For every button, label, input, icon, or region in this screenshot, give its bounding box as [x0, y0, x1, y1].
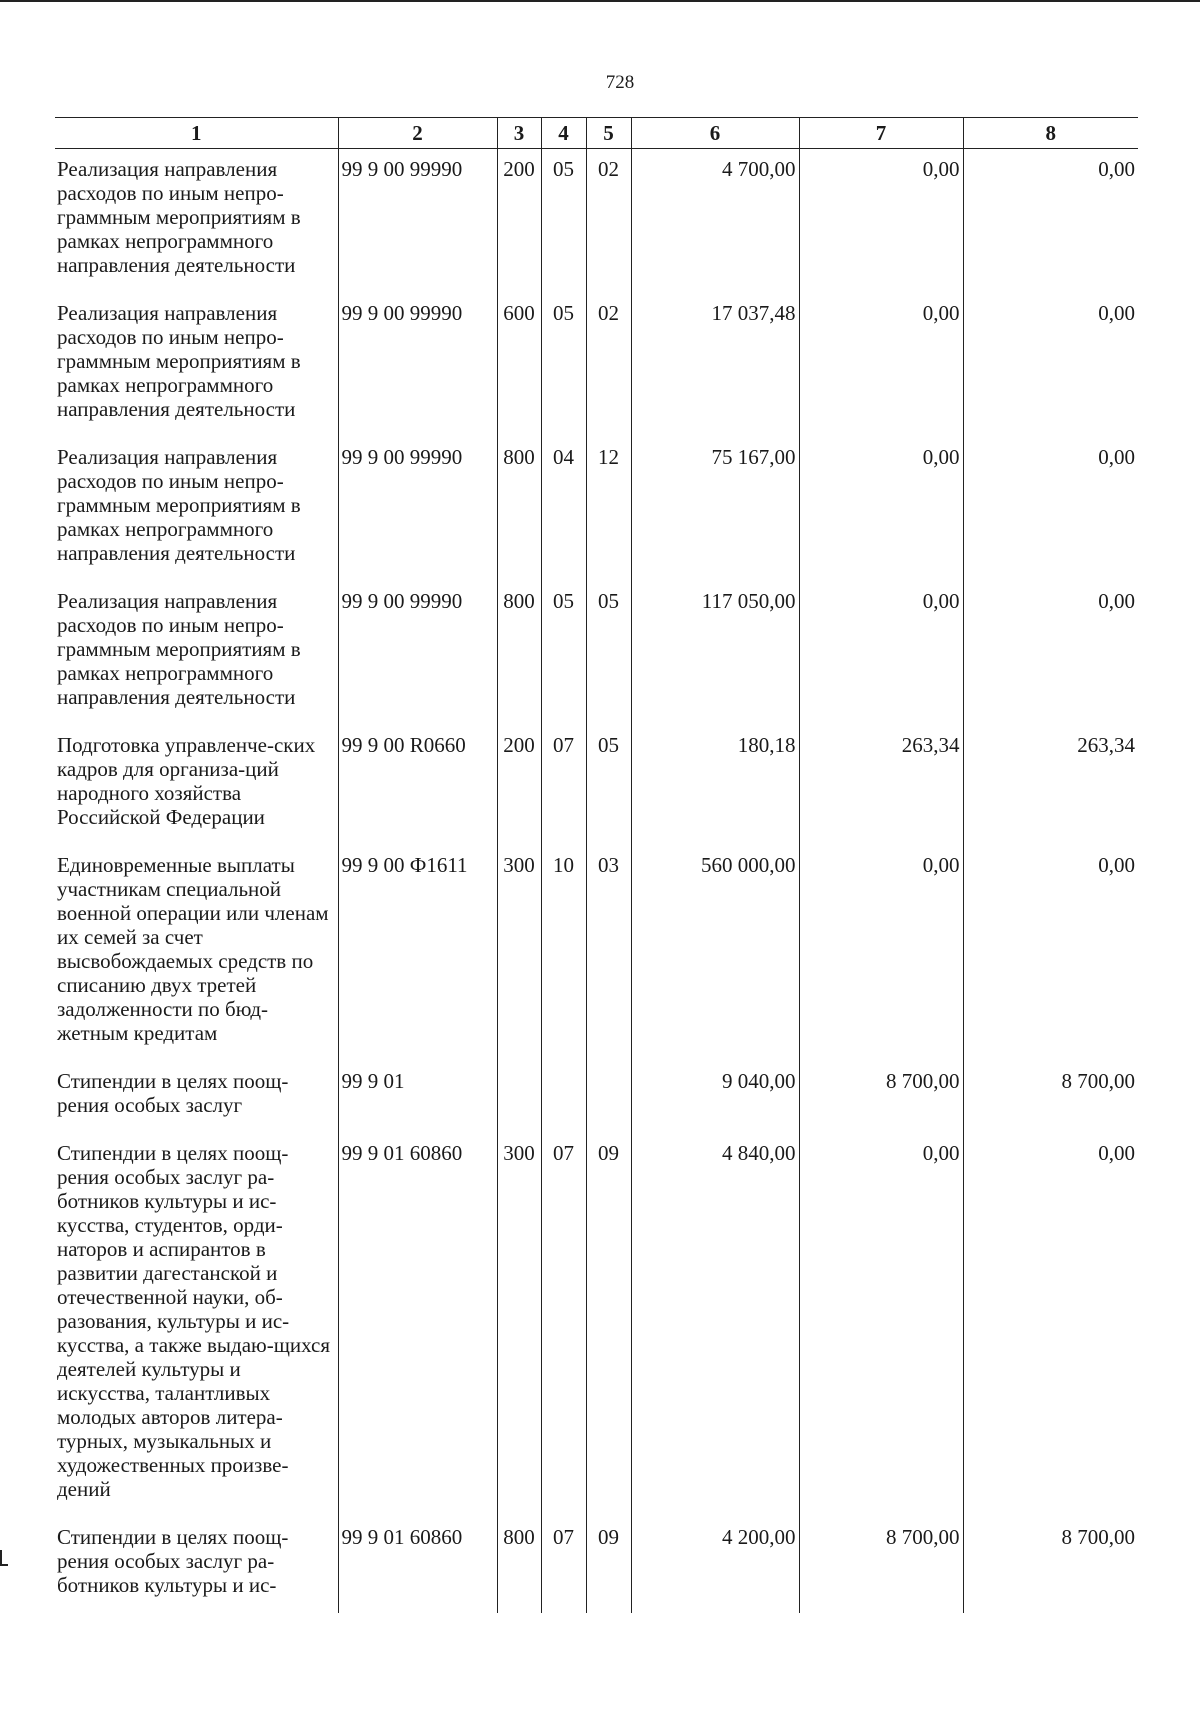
expense-type: [497, 1061, 541, 1133]
column-header: 4: [541, 118, 586, 149]
section: 10: [541, 845, 586, 1061]
section: 04: [541, 437, 586, 581]
expense-type: 800: [497, 437, 541, 581]
subsection: 05: [586, 581, 631, 725]
table-header-row: [55, 118, 1138, 149]
expense-name: Реализация направления расходов по иным непро-граммным мероприятиям в рамках непрограммного направления деятельности: [57, 589, 301, 709]
table-row: [55, 845, 1138, 1061]
column-header: 8: [963, 118, 1138, 149]
amount-col6: 560 000,00: [631, 845, 799, 1061]
amount-col8: 0,00: [963, 845, 1138, 1061]
column-header: 5: [586, 118, 631, 149]
amount-col8: 263,34: [963, 725, 1138, 845]
amount-col6: 4 840,00: [631, 1133, 799, 1517]
subsection: [586, 1061, 631, 1133]
amount-col6: 4 700,00: [631, 149, 799, 294]
subsection: 09: [586, 1517, 631, 1613]
section: [541, 1061, 586, 1133]
scan-corner-mark: [0, 1550, 8, 1566]
amount-col6: 4 200,00: [631, 1517, 799, 1613]
amount-col6: 9 040,00: [631, 1061, 799, 1133]
section: 05: [541, 149, 586, 294]
section: 05: [541, 293, 586, 437]
expense-type: 300: [497, 1133, 541, 1517]
column-header: 3: [497, 118, 541, 149]
classification-code: 99 9 01 60860: [338, 1133, 497, 1517]
amount-col8: 8 700,00: [963, 1517, 1138, 1613]
amount-col7: 0,00: [799, 437, 963, 581]
amount-col6: 180,18: [631, 725, 799, 845]
amount-col6: 75 167,00: [631, 437, 799, 581]
amount-col8: 0,00: [963, 581, 1138, 725]
classification-code: 99 9 01: [338, 1061, 497, 1133]
amount-col8: 0,00: [963, 1133, 1138, 1517]
subsection: 05: [586, 725, 631, 845]
amount-col8: 0,00: [963, 149, 1138, 294]
page-number: 728: [605, 72, 635, 93]
column-header: 7: [799, 118, 963, 149]
amount-col7: 0,00: [799, 1133, 963, 1517]
amount-col8: 8 700,00: [963, 1061, 1138, 1133]
amount-col7: 8 700,00: [799, 1061, 963, 1133]
amount-col8: 0,00: [963, 293, 1138, 437]
table-row: [55, 581, 1138, 725]
amount-col7: 0,00: [799, 845, 963, 1061]
table-row: [55, 1133, 1138, 1517]
amount-col7: 8 700,00: [799, 1517, 963, 1613]
expense-type: 300: [497, 845, 541, 1061]
amount-col7: 0,00: [799, 149, 963, 294]
table-row: [55, 149, 1138, 294]
expense-name: Реализация направления расходов по иным непро-граммным мероприятиям в рамках непрограммного направления деятельности: [57, 445, 301, 565]
section: 07: [541, 1517, 586, 1613]
top-rule: [0, 0, 1200, 2]
expense-name: Реализация направления расходов по иным непро-граммным мероприятиям в рамках непрограммного направления деятельности: [57, 301, 301, 421]
column-header: 2: [338, 118, 497, 149]
expense-name: Стипендии в целях поощ-рения особых заслуг ра-ботников культуры и ис-кусства, студентов, орди-наторов и аспирантов в развитии дагестанской и отечественной науки, об-разования, культуры и ис-кусства, а также выдаю-щихся деятелей культуры и искусства, талантливых молодых авторов литера-турных, музыкальных и художественных произве-дений: [57, 1141, 331, 1501]
expense-name: Подготовка управленче-ских кадров для организа-ций народного хозяйства Российской Федерации: [57, 733, 316, 829]
expense-type: 200: [497, 725, 541, 845]
classification-code: 99 9 00 99990: [338, 293, 497, 437]
amount-col6: 17 037,48: [631, 293, 799, 437]
amount-col7: 0,00: [799, 293, 963, 437]
classification-code: 99 9 00 99990: [338, 581, 497, 725]
classification-code: 99 9 00 99990: [338, 437, 497, 581]
expense-type: 800: [497, 1517, 541, 1613]
amount-col6: 117 050,00: [631, 581, 799, 725]
table-row: [55, 1061, 1138, 1133]
expense-name: Стипендии в целях поощ-рения особых заслуг: [57, 1069, 289, 1117]
table-row: [55, 725, 1138, 845]
table-row: [55, 293, 1138, 437]
expense-type: 600: [497, 293, 541, 437]
column-header: 6: [631, 118, 799, 149]
expense-name: Реализация направления расходов по иным непро-граммным мероприятиям в рамках непрограммного направления деятельности: [57, 157, 301, 277]
subsection: 12: [586, 437, 631, 581]
budget-table: [55, 117, 1138, 1613]
classification-code: 99 9 00 R0660: [338, 725, 497, 845]
table-row: [55, 1517, 1138, 1613]
classification-code: 99 9 00 Ф1611: [338, 845, 497, 1061]
classification-code: 99 9 00 99990: [338, 149, 497, 294]
amount-col7: 263,34: [799, 725, 963, 845]
amount-col8: 0,00: [963, 437, 1138, 581]
expense-type: 200: [497, 149, 541, 294]
subsection: 03: [586, 845, 631, 1061]
expense-name: Стипендии в целях поощ-рения особых заслуг ра-ботников культуры и ис-: [57, 1525, 289, 1597]
column-header: 1: [55, 118, 338, 149]
expense-type: 800: [497, 581, 541, 725]
amount-col7: 0,00: [799, 581, 963, 725]
subsection: 02: [586, 149, 631, 294]
subsection: 02: [586, 293, 631, 437]
table-row: [55, 437, 1138, 581]
classification-code: 99 9 01 60860: [338, 1517, 497, 1613]
section: 05: [541, 581, 586, 725]
expense-name: Единовременные выплаты участникам специальной военной операции или членам их семей за счет высвобождаемых средств по списанию двух третей задолженности по бюд-жетным кредитам: [57, 853, 329, 1045]
section: 07: [541, 725, 586, 845]
section: 07: [541, 1133, 586, 1517]
subsection: 09: [586, 1133, 631, 1517]
